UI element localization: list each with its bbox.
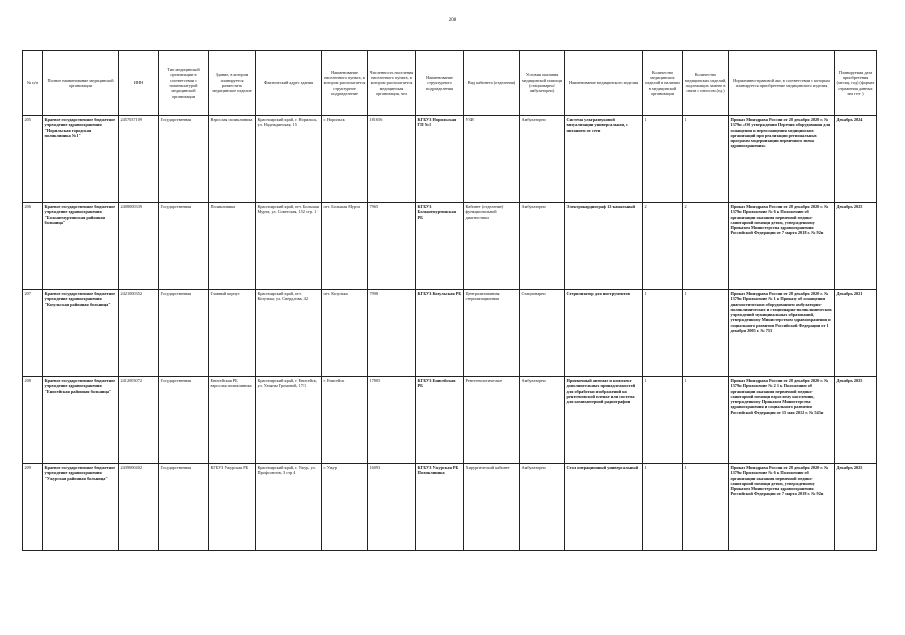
cell-qty-replace: 1 xyxy=(683,116,729,203)
cell-address: Красноярский край, г. Ужур, ул. Профсоюзов, 3 стр 4 xyxy=(256,464,322,551)
cell-inn: 2439000402 xyxy=(119,464,159,551)
cell-qty-replace: 2 xyxy=(683,203,729,290)
cell-num: 207 xyxy=(23,290,43,377)
cell-conditions: Амбулаторно xyxy=(520,203,565,290)
header-unit: Наименование структурного подразделения xyxy=(416,51,464,116)
cell-cabinet: УЗИ xyxy=(464,116,520,203)
header-num: № п/п xyxy=(23,51,43,116)
cell-building: КГБУЗ Ужурская РБ xyxy=(209,464,256,551)
header-qty-replace: Количество медицинских изделий, подлежащих замене в связи с износом (ед.) xyxy=(683,51,729,116)
cell-inn: 2412003072 xyxy=(119,377,159,464)
equipment-table xyxy=(22,50,877,551)
cell-population: 181656 xyxy=(368,116,416,203)
header-device: Наименование медицинского изделия xyxy=(565,51,643,116)
cell-inn: 2421000352 xyxy=(119,290,159,377)
cell-building: Енисейская РБ взрослая поликлиника xyxy=(209,377,256,464)
cell-act: Приказ Минздрава России от 28 декабря 2020 г. № 1379н Приложение № 2 1 к Положению об организации оказания первичной медико-санитарной помощи взрослому населению, утвержденному Приказом Министерства здравоохранения и социального развития Российской Федерации от 15 мая 2012 г. № 543н xyxy=(729,377,835,464)
cell-type: Государственная xyxy=(159,203,209,290)
cell-building: Взрослая поликлиника xyxy=(209,116,256,203)
cell-date: Декабрь 2024 xyxy=(835,116,877,203)
cell-building: Главный корпус xyxy=(209,290,256,377)
cell-conditions: Стационарно xyxy=(520,290,565,377)
cell-act: Приказ Минздрава России от 28 декабря 2020 г. № 1379н Приложение № 6 к Положению об организации оказания первичной медико-санитарной помощи детям, утвержденному Приказом Министерства здравоохранения Российской Федерации от 7 марта 2018 г. № 92н xyxy=(729,203,835,290)
header-address: Фактический адрес здания xyxy=(256,51,322,116)
cell-qty-have: 1 xyxy=(643,116,683,203)
header-cabinet: Вид кабинета (отделения) xyxy=(464,51,520,116)
table-row xyxy=(23,203,877,290)
cell-num: 206 xyxy=(23,203,43,290)
cell-org: Краевое государственное бюджетное учреждение здравоохранения "Енисейская районная больница" xyxy=(43,377,119,464)
cell-device: Система ультразвуковой визуализации универсальная, с питанием от сети xyxy=(565,116,643,203)
header-org: Полное наименование медицинской организации xyxy=(43,51,119,116)
cell-org: Краевое государственное бюджетное учреждение здравоохранения "Большемуртинская районная больница" xyxy=(43,203,119,290)
cell-act: Приказ Минздрава России от 28 декабря 2020 г. № 1379н Приложение № 1 к Приказу об оснащении диагностическим оборудованием амбулаторно-поликлинических и стационарно-поликлинических учреждений муниципальных образований, утвержденному Министерством здравоохранения и социального развития Российской Федерации от 1 декабря 2005 г. № 753 xyxy=(729,290,835,377)
cell-building: Поликлиника xyxy=(209,203,256,290)
cell-conditions: Амбулаторно xyxy=(520,377,565,464)
cell-locality: г. Енисейск xyxy=(322,377,368,464)
cell-population: 7998 xyxy=(368,290,416,377)
cell-locality: г. Ужур xyxy=(322,464,368,551)
cell-qty-replace: 1 xyxy=(683,464,729,551)
cell-type: Государственная xyxy=(159,377,209,464)
cell-qty-have: 1 xyxy=(643,290,683,377)
cell-address: Красноярский край, пгт. Большая Мурта, ул. Советская, 152 стр. 1 xyxy=(256,203,322,290)
cell-qty-have: 2 xyxy=(643,203,683,290)
cell-address: Красноярский край, пгт. Козулька, ул. Свердлова, 42 xyxy=(256,290,322,377)
table-row xyxy=(23,290,877,377)
cell-population: 7965 xyxy=(368,203,416,290)
cell-type: Государственная xyxy=(159,290,209,377)
cell-cabinet: Кабинет (отделение) функциональной диагностики xyxy=(464,203,520,290)
cell-device: Стерилизатор для инструментов xyxy=(565,290,643,377)
cell-cabinet: Хирургический кабинет xyxy=(464,464,520,551)
cell-date: Декабрь 2025 xyxy=(835,203,877,290)
header-locality: Наименование населенного пункта, в котором располагается структурное подразделение xyxy=(322,51,368,116)
cell-date: Декабрь 2025 xyxy=(835,377,877,464)
cell-locality: г. Норильск xyxy=(322,116,368,203)
cell-address: Красноярский край, г. Норильск, ул. Надеждинская, 15 xyxy=(256,116,322,203)
cell-act: Приказ Минздрава России от 28 декабря 2020 г. № 1379н Приложение № 6 к Положению об организации оказания первичной медико-санитарной помощи детям, утвержденному Приказом Министерства здравоохранения Российской Федерации от 7 марта 2018 г. № 92н xyxy=(729,464,835,551)
cell-device: Проявочный автомат и комплект дополнительных принадлежностей для обработки изображений на рентгеновской пленке или система для компьютерной радиографии xyxy=(565,377,643,464)
cell-num: 205 xyxy=(23,116,43,203)
cell-num: 209 xyxy=(23,464,43,551)
header-qty-have: Количество медицинских изделий в наличии в медицинской организации xyxy=(643,51,683,116)
cell-unit: КГБУЗ Большемуртинская РБ xyxy=(416,203,464,290)
table-row xyxy=(23,377,877,464)
cell-unit: КГБУЗ Ужурская РБ Поликлиника xyxy=(416,464,464,551)
cell-locality: пгт. Большая Мурта xyxy=(322,203,368,290)
cell-date: Декабрь 2025 xyxy=(835,464,877,551)
cell-org: Краевое государственное бюджетное учреждение здравоохранения "Норильская городская поликлиника №1" xyxy=(43,116,119,203)
header-date: Планируемая дата приобретения (месяц, год) (формат отражения данных мм гггг ) xyxy=(835,51,877,116)
cell-population: 16093 xyxy=(368,464,416,551)
table-row xyxy=(23,464,877,551)
cell-num: 208 xyxy=(23,377,43,464)
cell-population: 17805 xyxy=(368,377,416,464)
cell-inn: 2408000339 xyxy=(119,203,159,290)
cell-date: Декабрь 2021 xyxy=(835,290,877,377)
header-building: Здание, в котором планируется разместить медицинское изделие xyxy=(209,51,256,116)
table-row xyxy=(23,116,877,203)
header-population: Численность населения населенного пункта, в котором располагается медицинская организация, чел xyxy=(368,51,416,116)
cell-device: Стол операционный универсальный xyxy=(565,464,643,551)
cell-org: Краевое государственное бюджетное учреждение здравоохранения "Ужурская районная больница" xyxy=(43,464,119,551)
cell-qty-replace: 1 xyxy=(683,290,729,377)
cell-type: Государственная xyxy=(159,464,209,551)
cell-conditions: Амбулаторно xyxy=(520,464,565,551)
cell-type: Государственная xyxy=(159,116,209,203)
cell-qty-replace: 1 xyxy=(683,377,729,464)
table-header-row xyxy=(23,51,877,116)
cell-qty-have: 1 xyxy=(643,377,683,464)
cell-cabinet: Рентгенологическое xyxy=(464,377,520,464)
cell-conditions: Амбулаторно xyxy=(520,116,565,203)
cell-device: Электрокардиограф 12-канальный xyxy=(565,203,643,290)
cell-address: Красноярский край, г. Енисейск, ул. Ульяны Громовой, 17/1 xyxy=(256,377,322,464)
cell-unit: КГБУЗ Норильская ГП №1 xyxy=(416,116,464,203)
header-act: Нормативно-правовой акт, в соответствии с которым планируется приобретение медицинского изделия xyxy=(729,51,835,116)
cell-qty-have: 1 xyxy=(643,464,683,551)
cell-unit: КГБУЗ Енисейская РБ xyxy=(416,377,464,464)
header-type: Тип медицинской организации в соответствии с номенклатурой медицинской организации xyxy=(159,51,209,116)
cell-locality: пгт. Козулька xyxy=(322,290,368,377)
cell-inn: 2457037109 xyxy=(119,116,159,203)
header-conditions: Условия оказания медицинской помощи (стационарно/ амбулаторно) xyxy=(520,51,565,116)
cell-act: Приказ Минздрава России от 28 декабря 2020 г. № 1379н «Об утверждении Перечня оборудования для оснащения и переоснащения медицинских организаций при реализации региональных программ модернизации первичного звена здравоохранения» xyxy=(729,116,835,203)
cell-cabinet: Централизованная стерилизационная xyxy=(464,290,520,377)
cell-org: Краевое государственное бюджетное учреждение здравоохранения "Козульская районная больница" xyxy=(43,290,119,377)
header-inn: ИНН xyxy=(119,51,159,116)
cell-unit: КГБУЗ Козульская РБ xyxy=(416,290,464,377)
page-number: 208 xyxy=(448,18,457,23)
